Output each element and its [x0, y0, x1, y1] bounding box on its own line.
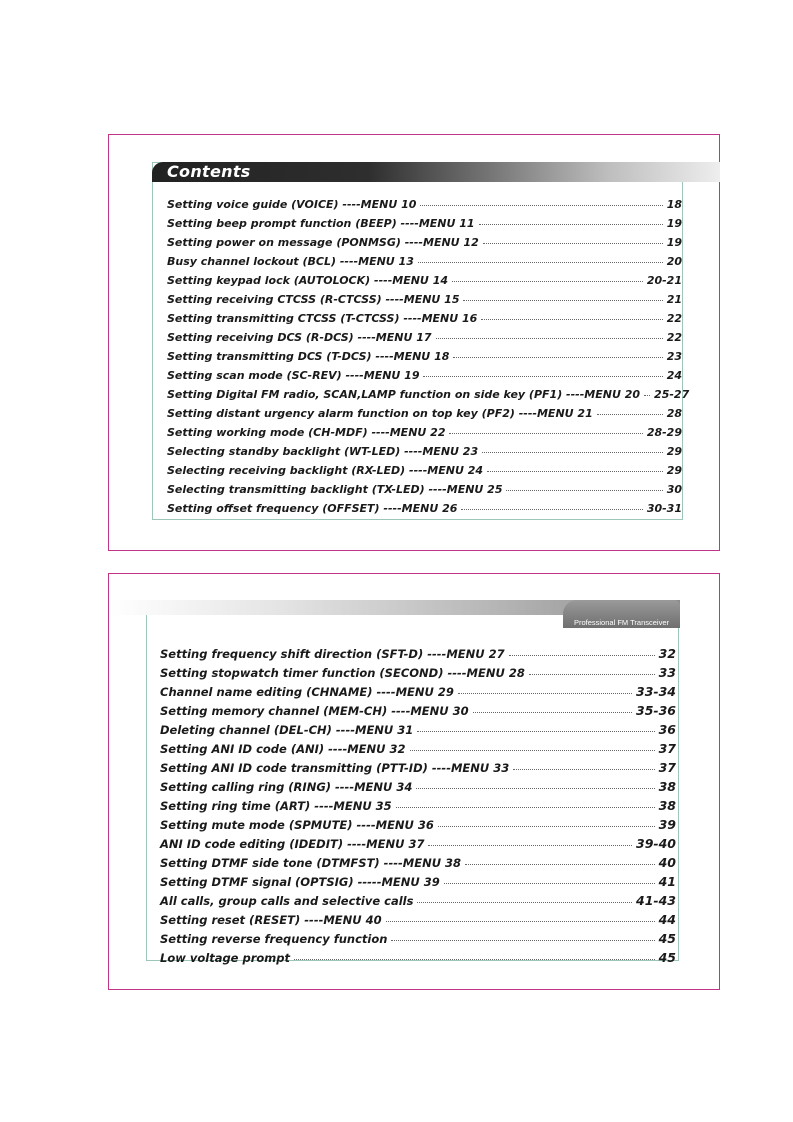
toc-entry[interactable]: [160, 661, 676, 680]
toc-dot-leader: [417, 902, 632, 903]
toc-entry[interactable]: [167, 496, 682, 515]
toc-entry-page: 39: [658, 817, 676, 832]
toc-entry-page: 32: [658, 646, 676, 661]
toc-entry-page: 45: [658, 950, 676, 965]
toc-dot-leader: [423, 376, 662, 377]
toc-entry-page: 18: [666, 198, 682, 211]
toc-entry-page: 19: [666, 217, 682, 230]
toc-entry-title: Setting reverse frequency function: [160, 932, 388, 946]
toc-dot-leader: [482, 452, 663, 453]
toc-entry-page: 19: [666, 236, 682, 249]
toc-dot-leader: [463, 300, 662, 301]
toc-entry-page: 22: [666, 331, 682, 344]
toc-entry-title: Selecting standby backlight (WT-LED) ----MENU 23: [167, 445, 479, 458]
toc-entry-page: 35-36: [636, 703, 676, 718]
toc-entry-page: 24: [666, 369, 682, 382]
toc-entry-title: Setting DTMF side tone (DTMFST) ----MENU 38: [160, 856, 462, 870]
toc-entry-title: Setting mute mode (SPMUTE) ----MENU 36: [160, 818, 434, 832]
toc-entry[interactable]: [160, 699, 676, 718]
toc-entry-page: 28: [666, 407, 682, 420]
toc-entry-page: 33: [658, 665, 676, 680]
toc-dot-leader: [416, 788, 654, 789]
toc-dot-leader: [410, 750, 655, 751]
toc-dot-leader: [644, 395, 650, 396]
toc-entry[interactable]: [167, 211, 682, 230]
toc-entry-title: Setting receiving CTCSS (R-CTCSS) ----MENU 15: [167, 293, 460, 306]
toc-entry-page: 25-27: [654, 388, 690, 401]
toc-entry-title: Setting offset frequency (OFFSET) ----MENU 26: [167, 502, 458, 515]
toc-entry[interactable]: [160, 851, 676, 870]
toc-entry-page: 20: [666, 255, 682, 268]
toc-entry[interactable]: [160, 680, 676, 699]
toc-entry-page: 36: [658, 722, 676, 737]
toc-entry-title: Setting reset (RESET) ----MENU 40: [160, 913, 382, 927]
toc-dot-leader: [597, 414, 663, 415]
toc-entry-page: 33-34: [636, 684, 676, 699]
toc-entry-title: Setting ring time (ART) ----MENU 35: [160, 799, 392, 813]
toc-dot-leader: [483, 243, 663, 244]
toc-entry-title: Setting scan mode (SC-REV) ----MENU 19: [167, 369, 420, 382]
toc-entry[interactable]: [160, 813, 676, 832]
toc-entry[interactable]: [160, 642, 676, 661]
toc-entry-title: Low voltage prompt: [160, 951, 291, 965]
toc-entry[interactable]: [167, 439, 682, 458]
toc-entry[interactable]: [160, 737, 676, 756]
toc-entry[interactable]: [167, 401, 682, 420]
toc-entry-title: Selecting transmitting backlight (TX-LED) ----MENU 25: [167, 483, 503, 496]
toc-entry-title: Setting beep prompt function (BEEP) ----MENU 11: [167, 217, 475, 230]
toc-entry-title: Setting power on message (PONMSG) ----MENU 12: [167, 236, 479, 249]
toc-entry-title: Busy channel lockout (BCL) ----MENU 13: [167, 255, 414, 268]
toc-entry-page: 30-31: [646, 502, 682, 515]
toc-dot-leader: [438, 826, 655, 827]
toc-dot-leader: [391, 940, 654, 941]
toc-entry-title: Setting transmitting CTCSS (T-CTCSS) ----MENU 16: [167, 312, 478, 325]
toc-entry-title: Setting DTMF signal (OPTSIG) -----MENU 39: [160, 875, 440, 889]
toc-list-top: [167, 192, 690, 515]
toc-entry-title: Setting distant urgency alarm function on top key (PF2) ----MENU 21: [167, 407, 593, 420]
toc-dot-leader: [465, 864, 655, 865]
toc-entry[interactable]: [167, 344, 682, 363]
toc-entry-page: 29: [666, 464, 682, 477]
toc-dot-leader: [428, 845, 632, 846]
toc-entry[interactable]: [167, 230, 682, 249]
toc-entry-title: Setting receiving DCS (R-DCS) ----MENU 17: [167, 331, 432, 344]
toc-entry-page: 23: [666, 350, 682, 363]
toc-entry-title: Setting calling ring (RING) ----MENU 34: [160, 780, 413, 794]
toc-list-bottom: [160, 642, 676, 965]
toc-entry[interactable]: [160, 870, 676, 889]
toc-entry-title: Channel name editing (CHNAME) ----MENU 29: [160, 685, 454, 699]
toc-entry-page: 38: [658, 779, 676, 794]
toc-dot-leader: [386, 921, 655, 922]
toc-entry[interactable]: [167, 477, 682, 496]
toc-entry-title: Setting frequency shift direction (SFT-D) ----MENU 27: [160, 647, 505, 661]
toc-entry-title: All calls, group calls and selective calls: [160, 894, 414, 908]
toc-entry[interactable]: [160, 889, 676, 908]
toc-entry-page: 39-40: [636, 836, 676, 851]
toc-dot-leader: [509, 655, 655, 656]
toc-entry[interactable]: [167, 287, 682, 306]
toc-entry[interactable]: [167, 306, 682, 325]
toc-entry-page: 41: [658, 874, 676, 889]
toc-dot-leader: [473, 712, 632, 713]
toc-dot-leader: [418, 262, 663, 263]
toc-entry-page: 22: [666, 312, 682, 325]
toc-dot-leader: [417, 731, 654, 732]
toc-dot-leader: [506, 490, 662, 491]
toc-entry-page: 30: [666, 483, 682, 496]
toc-entry-title: Setting voice guide (VOICE) ----MENU 10: [167, 198, 417, 211]
toc-entry-page: 45: [658, 931, 676, 946]
toc-dot-leader: [452, 281, 643, 282]
toc-dot-leader: [453, 357, 662, 358]
toc-entry[interactable]: [167, 192, 682, 211]
toc-entry[interactable]: [160, 832, 676, 851]
toc-dot-leader: [396, 807, 655, 808]
toc-entry-page: 29: [666, 445, 682, 458]
toc-dot-leader: [436, 338, 663, 339]
toc-entry[interactable]: [160, 908, 676, 927]
toc-entry-page: 44: [658, 912, 676, 927]
toc-dot-leader: [449, 433, 642, 434]
header-tab-label: Professional FM Transceiver: [573, 618, 670, 627]
toc-entry[interactable]: [160, 775, 676, 794]
toc-entry[interactable]: [160, 794, 676, 813]
toc-entry-page: 37: [658, 760, 676, 775]
toc-entry-title: Setting stopwatch timer function (SECOND) ----MENU 28: [160, 666, 525, 680]
toc-entry-title: Selecting receiving backlight (RX-LED) ----MENU 24: [167, 464, 484, 477]
toc-dot-leader: [420, 205, 662, 206]
toc-dot-leader: [479, 224, 663, 225]
toc-entry[interactable]: [160, 756, 676, 775]
toc-entry[interactable]: [160, 718, 676, 737]
toc-entry[interactable]: [167, 458, 682, 477]
toc-entry-page: 28-29: [646, 426, 682, 439]
toc-entry-page: 38: [658, 798, 676, 813]
toc-dot-leader: [513, 769, 654, 770]
toc-dot-leader: [461, 509, 642, 510]
toc-entry[interactable]: [167, 268, 682, 287]
toc-entry-title: Setting ANI ID code transmitting (PTT-ID) ----MENU 33: [160, 761, 510, 775]
toc-entry-title: Setting working mode (CH-MDF) ----MENU 22: [167, 426, 446, 439]
toc-entry-title: Setting Digital FM radio, SCAN,LAMP function on side key (PF1) ----MENU 20: [167, 388, 641, 401]
toc-dot-leader: [458, 693, 632, 694]
toc-entry[interactable]: [167, 363, 682, 382]
toc-entry-title: Setting keypad lock (AUTOLOCK) ----MENU 14: [167, 274, 449, 287]
toc-entry-title: Setting ANI ID code (ANI) ----MENU 32: [160, 742, 406, 756]
toc-entry-title: ANI ID code editing (IDEDIT) ----MENU 37: [160, 837, 425, 851]
toc-entry[interactable]: [167, 420, 682, 439]
toc-dot-leader: [529, 674, 655, 675]
toc-entry-page: 41-43: [636, 893, 676, 908]
toc-entry[interactable]: [167, 325, 682, 344]
toc-entry-page: 37: [658, 741, 676, 756]
toc-entry[interactable]: [160, 946, 676, 965]
toc-dot-leader: [294, 959, 655, 960]
toc-dot-leader: [444, 883, 655, 884]
toc-entry-title: Deleting channel (DEL-CH) ----MENU 31: [160, 723, 414, 737]
contents-title: Contents: [167, 162, 251, 181]
toc-entry-page: 40: [658, 855, 676, 870]
toc-dot-leader: [487, 471, 663, 472]
toc-entry-title: Setting memory channel (MEM-CH) ----MENU 30: [160, 704, 469, 718]
toc-entry-page: 21: [666, 293, 682, 306]
toc-entry-title: Setting transmitting DCS (T-DCS) ----MENU 18: [167, 350, 450, 363]
toc-entry[interactable]: [167, 249, 682, 268]
toc-entry-page: 20-21: [646, 274, 682, 287]
toc-entry[interactable]: [167, 382, 690, 401]
toc-entry[interactable]: [160, 927, 676, 946]
toc-dot-leader: [481, 319, 662, 320]
